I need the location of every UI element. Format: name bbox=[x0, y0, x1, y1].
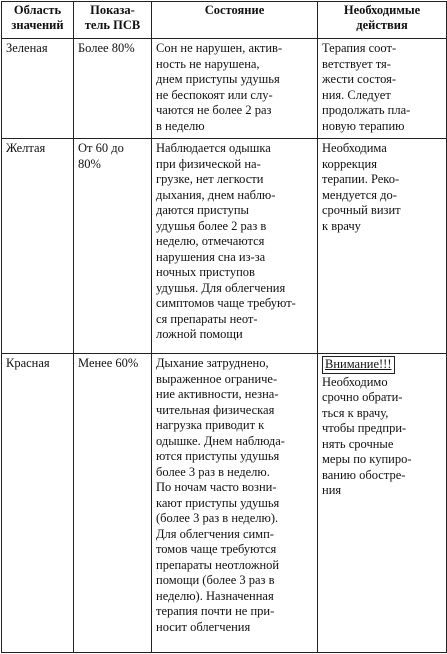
asthma-zones-table bbox=[1, 1, 447, 653]
actions-text: Терапия соот- ветствует тя- жести состоя- ния. Следует продолжать пла- новую терапию bbox=[322, 41, 411, 133]
zone-name: Красная bbox=[6, 356, 50, 370]
actions-text: Необходимо срочно обрати- ться к врачу, чтобы предпри- нять срочные меры по купиро- ванию обостре- ния bbox=[322, 374, 412, 497]
pef-value: Более 80% bbox=[78, 41, 135, 55]
table-row-yellow bbox=[2, 139, 447, 354]
state-cell bbox=[152, 354, 318, 653]
actions-cell bbox=[318, 354, 447, 653]
actions-cell bbox=[318, 39, 447, 139]
table-row-red bbox=[2, 354, 447, 653]
header-pef: Показа- тель ПСВ bbox=[74, 2, 152, 39]
actions-cell bbox=[318, 139, 447, 354]
state-cell bbox=[152, 39, 318, 139]
state-cell bbox=[152, 139, 318, 354]
zone-cell bbox=[2, 39, 74, 139]
actions-text: Необходима коррекция терапии. Реко- мендуется до- срочный визит к врачу bbox=[322, 141, 401, 233]
header-state: Состояние bbox=[152, 2, 318, 39]
table-header-row bbox=[2, 2, 447, 39]
zone-name: Желтая bbox=[6, 141, 46, 155]
pef-value: От 60 до 80% bbox=[78, 141, 124, 171]
header-actions: Необходимые действия bbox=[318, 2, 447, 39]
pef-cell bbox=[74, 139, 152, 354]
state-text: Дыхание затруднено, выраженное ограниче- ние активности, незна- чительная физическая нагрузка приводит к одышке. Днем наблюда- ются приступы удушья более 3 раз в неделю. По ночам часто возни- кают приступы удушья (более 3 раз в неделю). Для облегчения симп- томов чаще требуются препараты неотложной помощи (более 3 раз в неделю). Назначенная терапия почти не при- носит облегчения bbox=[156, 356, 285, 634]
state-text: Наблюдается одышка при физической на- грузке, нет легкости дыхания, днем наблю- даются приступы удушья более 2 раз в неделю, отмечаются нарушения сна из-за ночных приступов удушья. Для облегчения симптомов чаще требуют- ся препараты неот- ложной помощи bbox=[156, 141, 296, 341]
table-row-green bbox=[2, 39, 447, 139]
zone-cell bbox=[2, 354, 74, 653]
pef-cell bbox=[74, 39, 152, 139]
pef-cell bbox=[74, 354, 152, 653]
zone-cell bbox=[2, 139, 74, 354]
pef-value: Менее 60% bbox=[78, 356, 139, 370]
header-zone: Область значений bbox=[2, 2, 74, 39]
zone-name: Зеленая bbox=[6, 41, 48, 55]
warning-label: Внимание!!! bbox=[322, 356, 395, 374]
state-text: Сон не нарушен, актив- ность не нарушена, днем приступы удушья не беспокоят или слу- чаются не более 2 раз в неделю bbox=[156, 41, 283, 133]
